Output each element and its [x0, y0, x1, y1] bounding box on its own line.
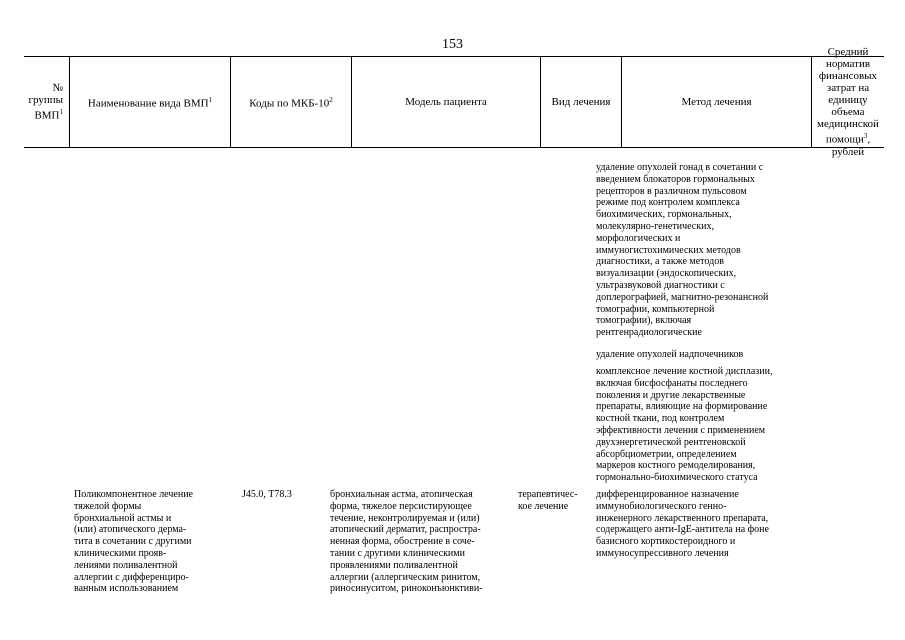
page-number: 153	[442, 37, 463, 52]
header-patient-model	[351, 57, 540, 147]
footnote-mark: 1	[59, 108, 63, 117]
table-header	[24, 46, 884, 158]
method-text-gonad-tumors: удаление опухолей гонад в сочетании с введением блокаторов гормональных рецепторов в различном пульсовом режиме под контролем комплекса биохимических, гормональных, молекулярно-генетических, морфологических и иммуногистохимических методов диагностики, а также методов визуализации (эндоскопических, ультразвуковой диагностики с доплерографией, магнитно-резонансной томографии, компьютерной томографии), включая рентгенрадиологические	[596, 162, 769, 339]
header-icd-codes	[230, 57, 351, 147]
row-patient-model: бронхиальная астма, атопическая форма, тяжелое персистирующее течение, неконтролируемая и (или) атопический дерматит, распростра- ненная форма, обострение в соче- тании с другими клиническими проявлениями поливалентной аллергии (аллергическим ринитом, риносинуситом, риноконъюнктиви-	[330, 489, 483, 595]
header-group-number	[24, 57, 69, 147]
header-cost-standard-tail: , рублей	[831, 133, 871, 158]
header-cost-standard	[811, 46, 884, 158]
header-treatment-method-label: Метод лечения	[681, 96, 752, 108]
row-vmp-name: Поликомпонентное лечение тяжелой формы бронхиальной астмы и (или) атопического дерма- тита в сочетании с другими клиническими прояв- лениями поливалентной аллергии с дифференциро- ванным использованием	[74, 489, 193, 595]
row-icd-codes: J45.0, T78.3	[242, 489, 292, 500]
footnote-mark: 2	[329, 96, 333, 105]
row-treatment-type: терапевтичес- кое лечение	[518, 489, 578, 512]
footnote-mark: 3	[863, 132, 868, 141]
header-vmp-name	[69, 57, 230, 147]
row-treatment-method: дифференцированное назначение иммунобиологического генно- инженерного лекарственного препарата, содержащего анти-IgE-антитела на фоне базисного кортикостероидного и иммуносупрессивного лечения	[596, 489, 769, 559]
header-treatment-method	[621, 57, 811, 147]
header-icd-codes-label: Коды по МКБ-10	[249, 97, 330, 110]
header-vmp-name-label: Наименование вида ВМП	[87, 97, 209, 110]
header-treatment-type-label: Вид лечения	[551, 96, 611, 108]
method-text-adrenal-tumors: удаление опухолей надпочечников	[596, 349, 744, 360]
footnote-mark: 1	[208, 96, 213, 105]
header-treatment-type	[540, 57, 621, 147]
header-patient-model-label: Модель пациента	[405, 96, 487, 108]
header-group-number-label: № группы ВМП	[28, 82, 63, 122]
header-cost-standard-label: Средний норматив финансовых затрат на единицу объема медицинской помощи	[817, 46, 879, 146]
method-text-bone-dysplasia: комплексное лечение костной дисплазии, включая бисфосфанаты последнего поколения и другие лекарственные препараты, влияющие на формирование костной ткани, под контролем эффективности лечения с применением двухэнергетической рентгеновской абсорбциометрии, определением маркеров костного ремоделирования, гормонально-биохимического статуса	[596, 366, 773, 484]
